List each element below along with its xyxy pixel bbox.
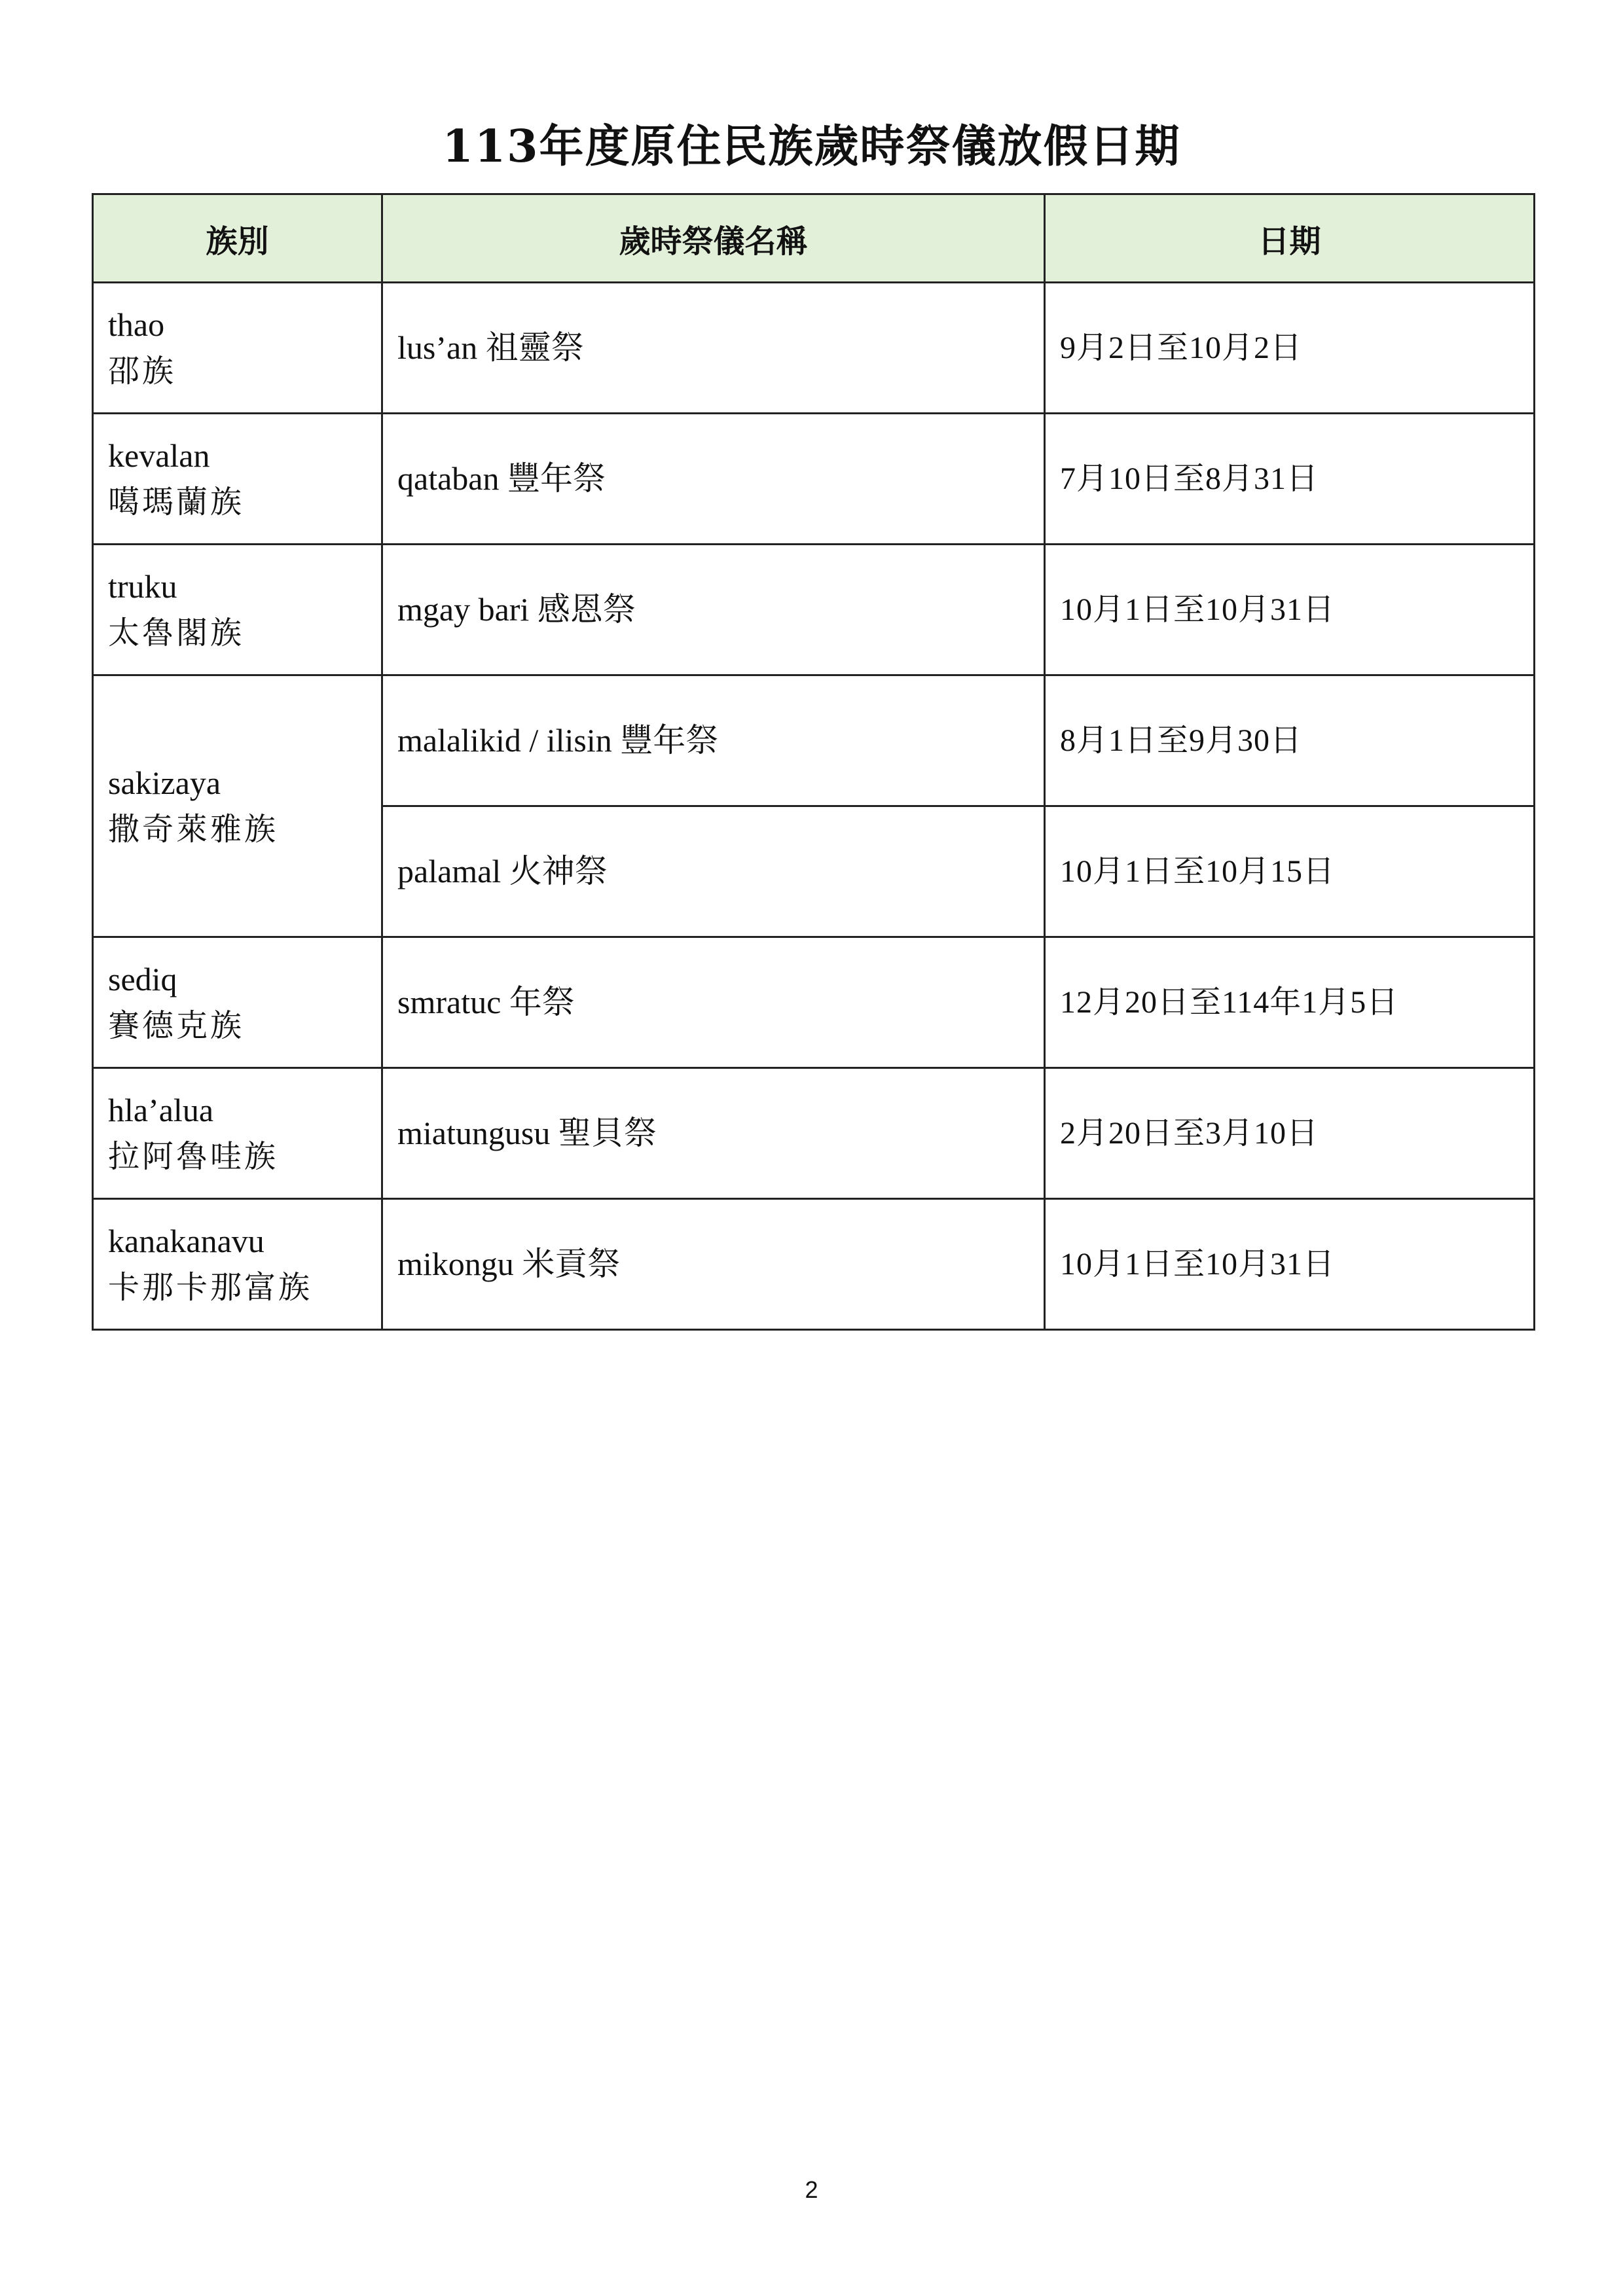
ceremony-name: miatungusu 聖貝祭 (397, 1115, 657, 1152)
ceremony-cell (382, 675, 1045, 806)
ceremony-cell (382, 545, 1045, 675)
table-row (93, 414, 1535, 545)
document-title: 113年度原住民族歲時祭儀放假日期 (442, 120, 1181, 173)
table-row (93, 1068, 1535, 1199)
ceremony-date: 12月20日至114年1月5日 (1060, 984, 1399, 1020)
ceremony-cell (382, 1199, 1045, 1330)
ceremony-name: smratuc 年祭 (397, 984, 575, 1021)
tribe-cell (93, 1199, 382, 1330)
date-cell (1045, 806, 1535, 937)
table-row (93, 937, 1535, 1068)
ceremony-date: 7月10日至8月31日 (1060, 461, 1319, 496)
ceremony-date: 2月20日至3月10日 (1060, 1115, 1319, 1151)
tribe-roman-name: kevalan (108, 437, 210, 475)
ceremony-date: 9月2日至10月2日 (1060, 330, 1303, 365)
table-row (93, 545, 1535, 675)
ceremony-cell (382, 1068, 1045, 1199)
holiday-table (92, 193, 1535, 1331)
tribe-chinese-name: 撒奇萊雅族 (108, 810, 279, 848)
tribe-roman-name: hla’alua (108, 1092, 214, 1129)
tribe-cell (93, 545, 382, 675)
tribe-cell (93, 937, 382, 1068)
tribe-chinese-name: 太魯閣族 (108, 614, 245, 651)
page-number: 2 (805, 2176, 818, 2203)
ceremony-name: mikongu 米貢祭 (397, 1246, 621, 1283)
date-cell (1045, 675, 1535, 806)
ceremony-cell (382, 937, 1045, 1068)
tribe-chinese-name: 噶瑪蘭族 (108, 483, 245, 520)
date-cell (1045, 414, 1535, 545)
table-row (93, 283, 1535, 414)
table-row (93, 675, 1535, 806)
ceremony-date: 10月1日至10月31日 (1060, 592, 1336, 627)
table-header-row (93, 194, 1535, 283)
date-cell (1045, 1068, 1535, 1199)
ceremony-name: qataban 豐年祭 (397, 460, 606, 497)
tribe-chinese-name: 邵族 (108, 352, 177, 389)
tribe-chinese-name: 拉阿魯哇族 (108, 1138, 279, 1175)
ceremony-name: palamal 火神祭 (397, 853, 608, 890)
ceremony-date: 8月1日至9月30日 (1060, 723, 1303, 758)
tribe-roman-name: truku (108, 568, 177, 605)
date-cell (1045, 937, 1535, 1068)
ceremony-name: mgay bari 感恩祭 (397, 591, 636, 628)
tribe-cell (93, 414, 382, 545)
date-cell (1045, 1199, 1535, 1330)
ceremony-cell (382, 806, 1045, 937)
tribe-roman-name: kanakanavu (108, 1223, 264, 1260)
ceremony-name: lus’an 祖靈祭 (397, 329, 584, 367)
date-cell (1045, 283, 1535, 414)
tribe-chinese-name: 賽德克族 (108, 1007, 245, 1044)
tribe-cell (93, 283, 382, 414)
ceremony-date: 10月1日至10月15日 (1060, 853, 1336, 889)
tribe-cell (93, 675, 382, 937)
header-tribe: 族別 (93, 194, 382, 283)
tribe-chinese-name: 卡那卡那富族 (108, 1268, 313, 1306)
ceremony-cell (382, 283, 1045, 414)
tribe-roman-name: sakizaya (108, 764, 221, 802)
ceremony-cell (382, 414, 1045, 545)
header-date: 日期 (1045, 194, 1535, 283)
ceremony-name: malalikid / ilisin 豐年祭 (397, 722, 719, 759)
tribe-roman-name: thao (108, 306, 165, 344)
tribe-roman-name: sediq (108, 961, 177, 998)
header-ceremony-name: 歲時祭儀名稱 (382, 194, 1045, 283)
date-cell (1045, 545, 1535, 675)
tribe-cell (93, 1068, 382, 1199)
ceremony-date: 10月1日至10月31日 (1060, 1246, 1336, 1282)
table-row (93, 1199, 1535, 1330)
